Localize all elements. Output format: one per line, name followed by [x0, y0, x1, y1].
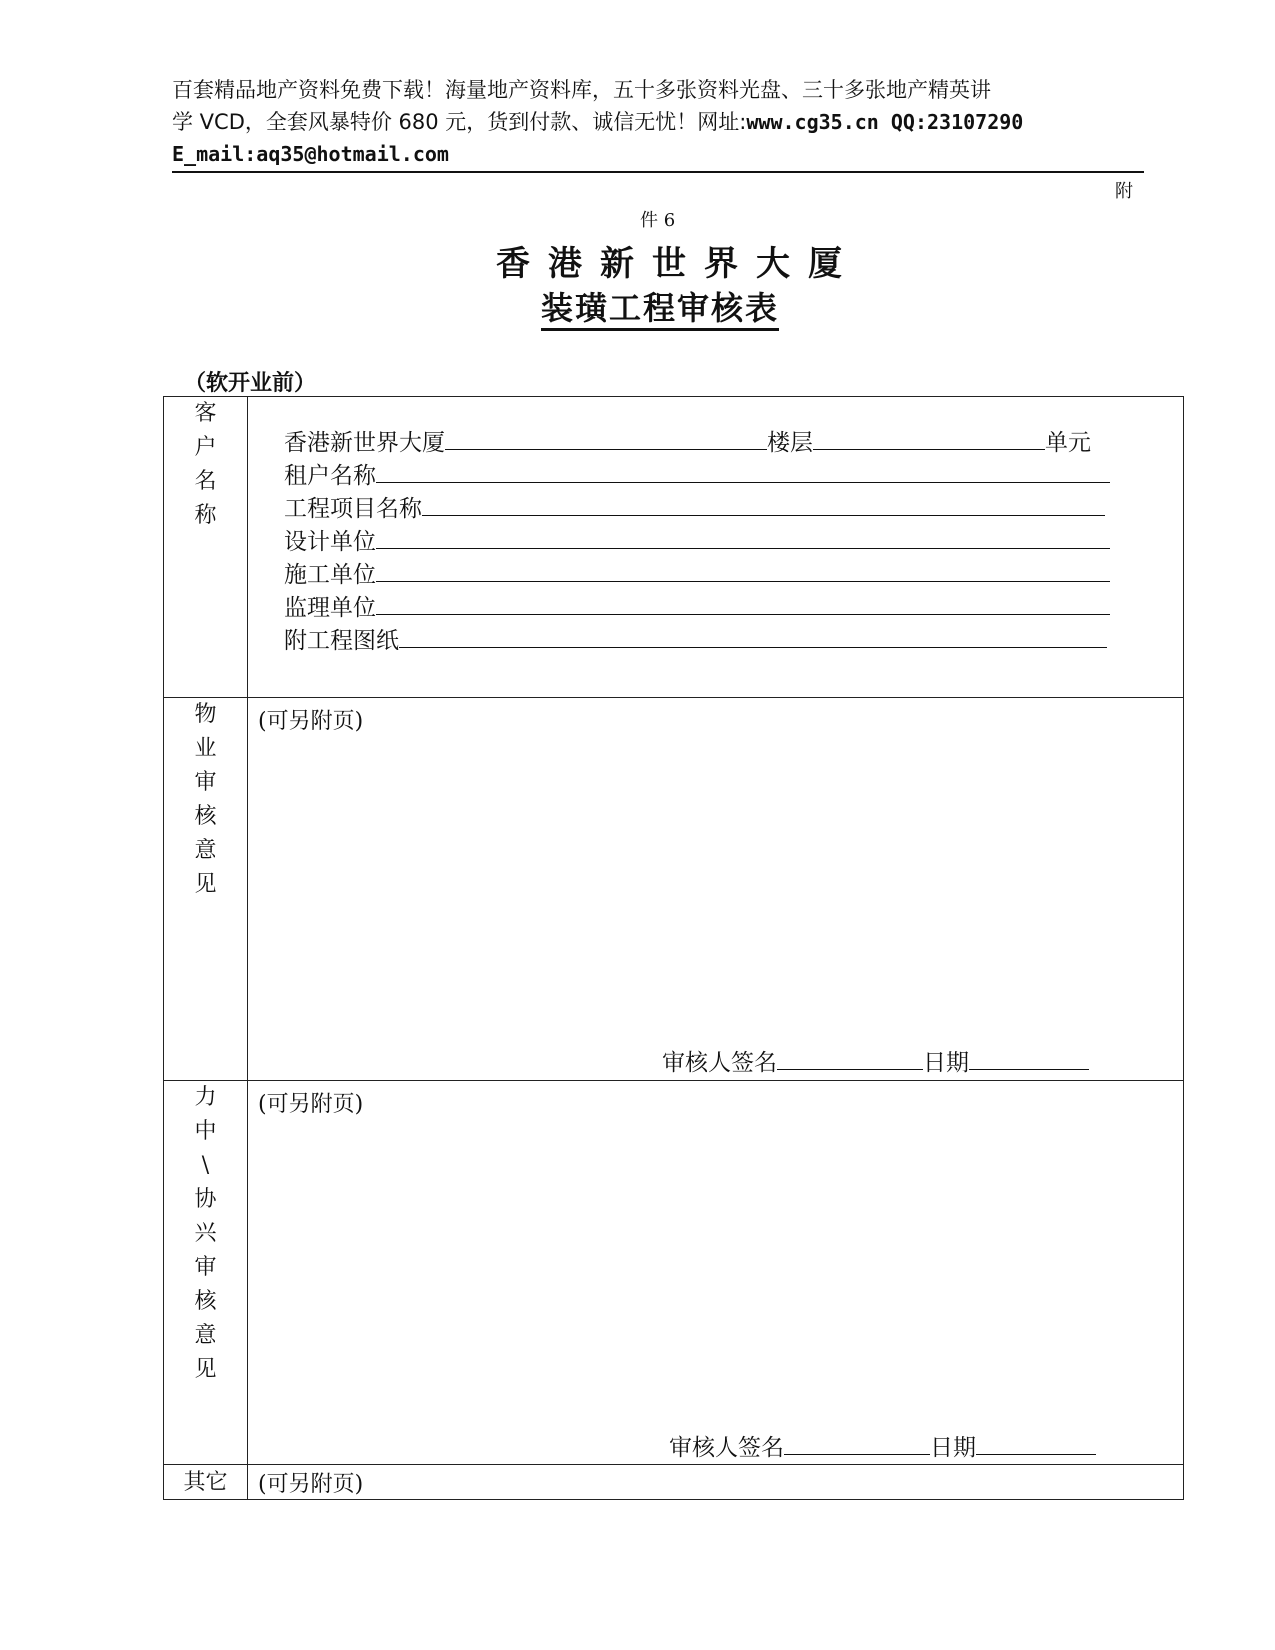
- partner-review-label-char: 见: [194, 1357, 217, 1382]
- property-review-label-char: 业: [194, 736, 217, 761]
- project-name-label: 工程项目名称: [284, 496, 422, 522]
- building-label: 香港新世界大厦: [284, 430, 445, 456]
- project-name-line: [284, 491, 1105, 524]
- header-line-1: 百套精品地产资料免费下载！海量地产资料库，五十多张资料光盘、三十多张地产精英讲: [172, 78, 991, 102]
- property-review-label-char: 物: [194, 702, 217, 727]
- partner-review-date-label: 日期: [930, 1435, 976, 1461]
- supervision-unit-line: [284, 590, 1110, 623]
- other-row: [164, 1465, 1184, 1500]
- property-review-signer-blank[interactable]: [777, 1045, 923, 1070]
- partner-review-cell[interactable]: [248, 1081, 1184, 1465]
- client-label-char: 名: [194, 469, 217, 494]
- property-review-label-char: 意: [194, 838, 217, 863]
- property-review-cell[interactable]: [248, 698, 1184, 1081]
- header-line-2-prefix: 学 VCD，全套风暴特价 680 元，货到付款、诚信无忧！网址:: [172, 110, 747, 134]
- partner-review-label-char: 审: [194, 1255, 217, 1280]
- tenant-name-line: [284, 458, 1110, 491]
- construction-unit-line: [284, 557, 1110, 590]
- property-review-label: [164, 698, 248, 1081]
- unit-label: 单元: [1045, 430, 1091, 456]
- tenant-name-label: 租户名称: [284, 463, 376, 489]
- property-review-note: (可另附页): [258, 709, 364, 734]
- client-label-char: 称: [194, 503, 217, 528]
- header-ad-text: [172, 74, 1275, 170]
- property-review-row: [164, 698, 1184, 1081]
- document-title: 香港新世界大厦: [496, 244, 860, 284]
- partner-review-label-char: 力: [194, 1085, 217, 1110]
- header-line-2: [172, 106, 1275, 138]
- other-note[interactable]: (可另附页): [248, 1465, 1184, 1500]
- construction-unit-label: 施工单位: [284, 562, 376, 588]
- property-review-signature-line: [662, 1044, 1089, 1077]
- project-name-blank[interactable]: [422, 491, 1105, 516]
- other-label: 其它: [164, 1465, 248, 1500]
- partner-review-row: [164, 1081, 1184, 1465]
- design-unit-blank[interactable]: [376, 524, 1110, 549]
- header-divider: [172, 171, 1144, 173]
- design-unit-line: [284, 524, 1110, 557]
- partner-review-signer-label: 审核人签名: [669, 1435, 784, 1461]
- partner-review-label-char: 兴: [194, 1221, 217, 1246]
- partner-review-label-char: 中: [194, 1119, 217, 1144]
- partner-review-date-blank[interactable]: [976, 1430, 1096, 1455]
- supervision-unit-label: 监理单位: [284, 595, 376, 621]
- partner-review-signature-line: [669, 1429, 1096, 1462]
- floor-label: 楼层: [767, 430, 813, 456]
- floor-blank[interactable]: [813, 425, 1045, 450]
- partner-review-label-char: 协: [194, 1187, 217, 1212]
- building-floor-unit-line: [284, 425, 1091, 458]
- client-label-char: 客: [194, 401, 217, 426]
- design-unit-label: 设计单位: [284, 529, 376, 555]
- document-subtitle: 装璜工程审核表: [541, 289, 779, 331]
- attachment-label-part2: 件 6: [640, 210, 676, 231]
- property-review-signer-label: 审核人签名: [662, 1050, 777, 1076]
- building-blank[interactable]: [445, 425, 767, 450]
- review-form-table: [163, 396, 1184, 1500]
- client-label: [164, 397, 248, 698]
- drawings-blank[interactable]: [399, 623, 1107, 648]
- property-review-label-char: 审: [194, 770, 217, 795]
- partner-review-signer-blank[interactable]: [784, 1430, 930, 1455]
- client-fields-cell: [248, 397, 1184, 698]
- email-link[interactable]: E_mail:aq35@hotmail.com: [172, 142, 449, 166]
- tenant-name-blank[interactable]: [376, 458, 1110, 483]
- construction-unit-blank[interactable]: [376, 557, 1110, 582]
- document-subtitle-wrap: [0, 283, 1275, 329]
- partner-review-label: [164, 1081, 248, 1465]
- drawings-line: [284, 623, 1107, 656]
- supervision-unit-blank[interactable]: [376, 590, 1110, 615]
- client-row: [164, 397, 1184, 698]
- partner-review-label-char: 意: [194, 1323, 217, 1348]
- drawings-label: 附工程图纸: [284, 628, 399, 654]
- client-label-char: 户: [194, 435, 217, 460]
- property-review-label-char: 核: [194, 804, 217, 829]
- property-review-date-blank[interactable]: [969, 1045, 1089, 1070]
- website-link[interactable]: www.cg35.cn QQ:23107290: [746, 110, 1024, 134]
- stage-label: （软开业前）: [184, 371, 317, 396]
- attachment-label-part1: 附: [1115, 181, 1133, 202]
- partner-review-note: (可另附页): [258, 1092, 364, 1117]
- property-review-date-label: 日期: [923, 1050, 969, 1076]
- partner-review-label-char: 核: [194, 1289, 217, 1314]
- property-review-label-char: 见: [194, 872, 217, 897]
- partner-review-label-char: \: [201, 1153, 210, 1178]
